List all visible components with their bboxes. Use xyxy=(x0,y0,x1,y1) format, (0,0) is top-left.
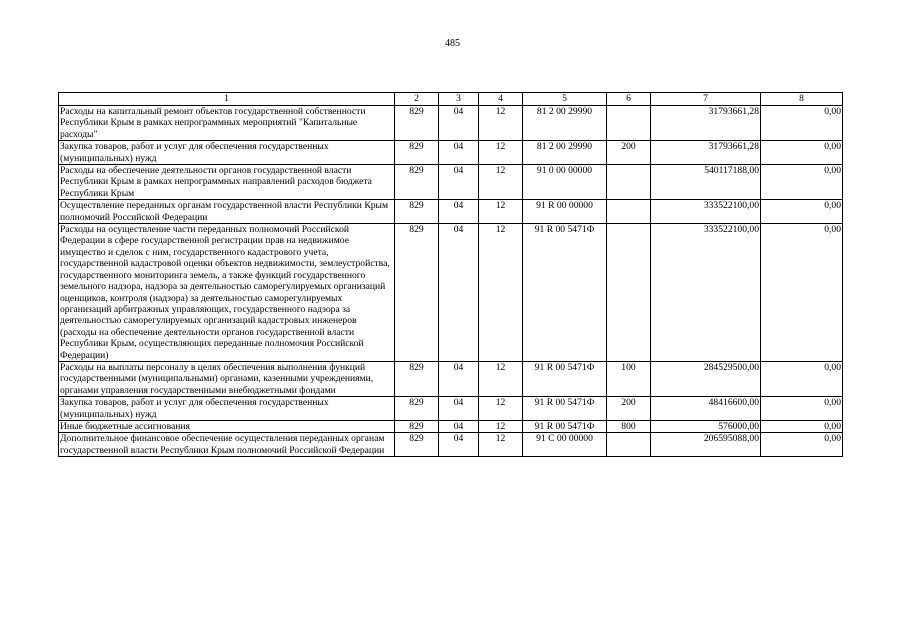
expense-type-code: 800 xyxy=(607,420,651,432)
amount-col7: 576000,00 xyxy=(651,420,761,432)
amount-col7: 206595088,00 xyxy=(651,433,761,457)
target-article-code: 91 R 00 00000 xyxy=(523,200,607,224)
row-name: Расходы на обеспечение деятельности органов государственной власти Республики Крым в рамках непрограммных направлений расходов бюджета Республики Крым xyxy=(59,165,395,200)
section-code: 04 xyxy=(439,141,479,165)
expense-type-code: 200 xyxy=(607,397,651,421)
header-cell: 2 xyxy=(395,93,439,106)
section-code: 04 xyxy=(439,224,479,362)
amount-col7: 31793661,28 xyxy=(651,106,761,141)
section-code: 04 xyxy=(439,433,479,457)
section-code: 04 xyxy=(439,106,479,141)
ved-code: 829 xyxy=(395,361,439,396)
ved-code: 829 xyxy=(395,200,439,224)
header-cell: 6 xyxy=(607,93,651,106)
subsection-code: 12 xyxy=(479,433,523,457)
amount-col7: 333522100,00 xyxy=(651,224,761,362)
amount-col8: 0,00 xyxy=(761,433,843,457)
table-row xyxy=(59,397,843,421)
amount-col7: 540117188,00 xyxy=(651,165,761,200)
header-cell: 7 xyxy=(651,93,761,106)
table-row xyxy=(59,224,843,362)
target-article-code: 91 0 00 00000 xyxy=(523,165,607,200)
row-name: Дополнительное финансовое обеспечение осуществления переданных органам государственной власти Республики Крым полномочий Российской Федерации xyxy=(59,433,395,457)
amount-col8: 0,00 xyxy=(761,224,843,362)
table-row xyxy=(59,165,843,200)
target-article-code: 91 С 00 00000 xyxy=(523,433,607,457)
section-code: 04 xyxy=(439,200,479,224)
subsection-code: 12 xyxy=(479,361,523,396)
row-name: Расходы на выплаты персоналу в целях обеспечения выполнения функций государственными (муниципальными) органами, казенными учреждениями, органами управления государственными внебюджетными фондами xyxy=(59,361,395,396)
table-row xyxy=(59,420,843,432)
subsection-code: 12 xyxy=(479,224,523,362)
target-article-code: 91 R 00 5471Ф xyxy=(523,224,607,362)
section-code: 04 xyxy=(439,420,479,432)
row-name: Осуществление переданных органам государственной власти Республики Крым полномочий Российской Федерации xyxy=(59,200,395,224)
amount-col8: 0,00 xyxy=(761,141,843,165)
expense-type-code xyxy=(607,106,651,141)
subsection-code: 12 xyxy=(479,397,523,421)
ved-code: 829 xyxy=(395,433,439,457)
table-row xyxy=(59,433,843,457)
target-article-code: 91 R 00 5471Ф xyxy=(523,361,607,396)
target-article-code: 81 2 00 29990 xyxy=(523,141,607,165)
amount-col8: 0,00 xyxy=(761,165,843,200)
header-row xyxy=(59,93,843,106)
expense-type-code xyxy=(607,165,651,200)
ved-code: 829 xyxy=(395,165,439,200)
row-name: Расходы на осуществление части переданных полномочий Российской Федерации в сфере государственной регистрации прав на недвижимое имущество и сделок с ним, государственного кадастрового учета, государственной кадастровой оценки объектов недвижимости, землеустройства, государственного мониторинга земель, а также функций государственного земельного надзора, надзора за деятельностью саморегулируемых организаций оценщиков, контроля (надзора) за деятельностью саморегулируемых организаций арбитражных управляющих, государственного надзора за деятельностью саморегулируемых организаций кадастровых инженеров (расходы на обеспечение деятельности органов государственной власти Республики Крым, осуществляющих переданные полномочия Российской Федерации) xyxy=(59,224,395,362)
amount-col8: 0,00 xyxy=(761,106,843,141)
row-name: Иные бюджетные ассигнования xyxy=(59,420,395,432)
target-article-code: 81 2 00 29990 xyxy=(523,106,607,141)
ved-code: 829 xyxy=(395,420,439,432)
table-row xyxy=(59,141,843,165)
amount-col7: 31793661,28 xyxy=(651,141,761,165)
section-code: 04 xyxy=(439,361,479,396)
header-cell: 5 xyxy=(523,93,607,106)
amount-col8: 0,00 xyxy=(761,200,843,224)
row-name: Закупка товаров, работ и услуг для обеспечения государственных (муниципальных) нужд xyxy=(59,397,395,421)
amount-col7: 284529500,00 xyxy=(651,361,761,396)
expense-type-code xyxy=(607,200,651,224)
subsection-code: 12 xyxy=(479,165,523,200)
ved-code: 829 xyxy=(395,397,439,421)
subsection-code: 12 xyxy=(479,420,523,432)
page-number: 485 xyxy=(445,38,460,49)
header-cell: 3 xyxy=(439,93,479,106)
expense-type-code xyxy=(607,433,651,457)
table-row xyxy=(59,361,843,396)
expense-type-code xyxy=(607,224,651,362)
table-row xyxy=(59,200,843,224)
subsection-code: 12 xyxy=(479,106,523,141)
section-code: 04 xyxy=(439,165,479,200)
expense-type-code: 100 xyxy=(607,361,651,396)
header-cell: 4 xyxy=(479,93,523,106)
amount-col8: 0,00 xyxy=(761,361,843,396)
table-row xyxy=(59,106,843,141)
ved-code: 829 xyxy=(395,106,439,141)
row-name: Расходы на капитальный ремонт объектов государственной собственности Республики Крым в рамках непрограммных мероприятий "Капитальные расходы" xyxy=(59,106,395,141)
header-cell: 8 xyxy=(761,93,843,106)
amount-col7: 48416600,00 xyxy=(651,397,761,421)
amount-col8: 0,00 xyxy=(761,397,843,421)
subsection-code: 12 xyxy=(479,141,523,165)
section-code: 04 xyxy=(439,397,479,421)
expense-type-code: 200 xyxy=(607,141,651,165)
target-article-code: 91 R 00 5471Ф xyxy=(523,397,607,421)
target-article-code: 91 R 00 5471Ф xyxy=(523,420,607,432)
ved-code: 829 xyxy=(395,141,439,165)
amount-col8: 0,00 xyxy=(761,420,843,432)
row-name: Закупка товаров, работ и услуг для обеспечения государственных (муниципальных) нужд xyxy=(59,141,395,165)
budget-table xyxy=(58,92,843,457)
amount-col7: 333522100,00 xyxy=(651,200,761,224)
ved-code: 829 xyxy=(395,224,439,362)
header-cell: 1 xyxy=(59,93,395,106)
subsection-code: 12 xyxy=(479,200,523,224)
